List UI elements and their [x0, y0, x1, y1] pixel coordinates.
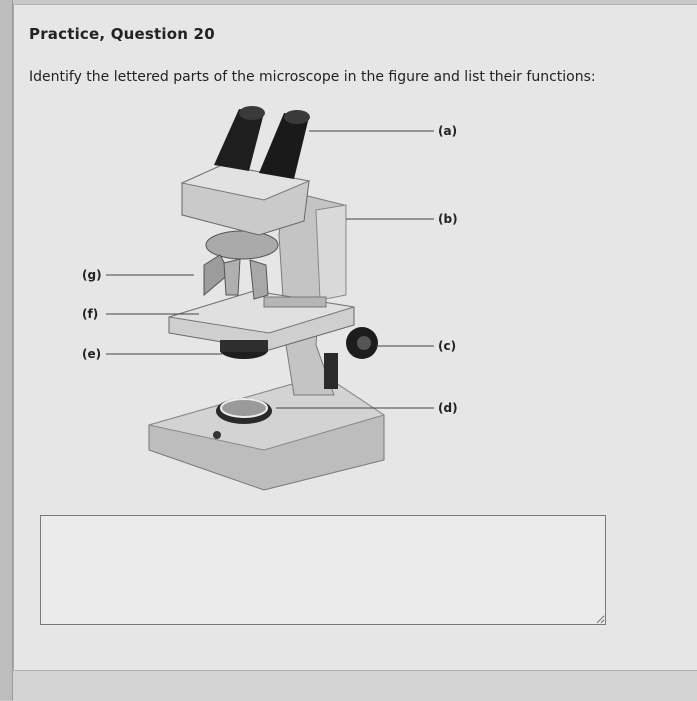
label-d: (d) — [438, 401, 458, 415]
bottom-strip — [13, 670, 697, 701]
question-prompt: Identify the lettered parts of the microscope in the figure and list their functions: — [29, 69, 596, 85]
resize-grip-icon[interactable] — [596, 615, 605, 624]
answer-textarea[interactable] — [40, 515, 606, 625]
nosepiece — [206, 231, 278, 259]
question-card — [13, 4, 697, 671]
label-c: (c) — [438, 339, 457, 353]
fine-focus-knob — [324, 353, 338, 389]
label-b: (b) — [438, 212, 458, 226]
question-title: Practice, Question 20 — [29, 25, 215, 43]
label-g: (g) — [82, 268, 102, 282]
microscope-figure — [54, 95, 494, 505]
left-scroll-rail — [0, 0, 13, 700]
label-a: (a) — [438, 124, 458, 138]
label-f: (f) — [82, 307, 99, 321]
objective-lenses — [204, 255, 268, 299]
label-e: (e) — [82, 347, 102, 361]
